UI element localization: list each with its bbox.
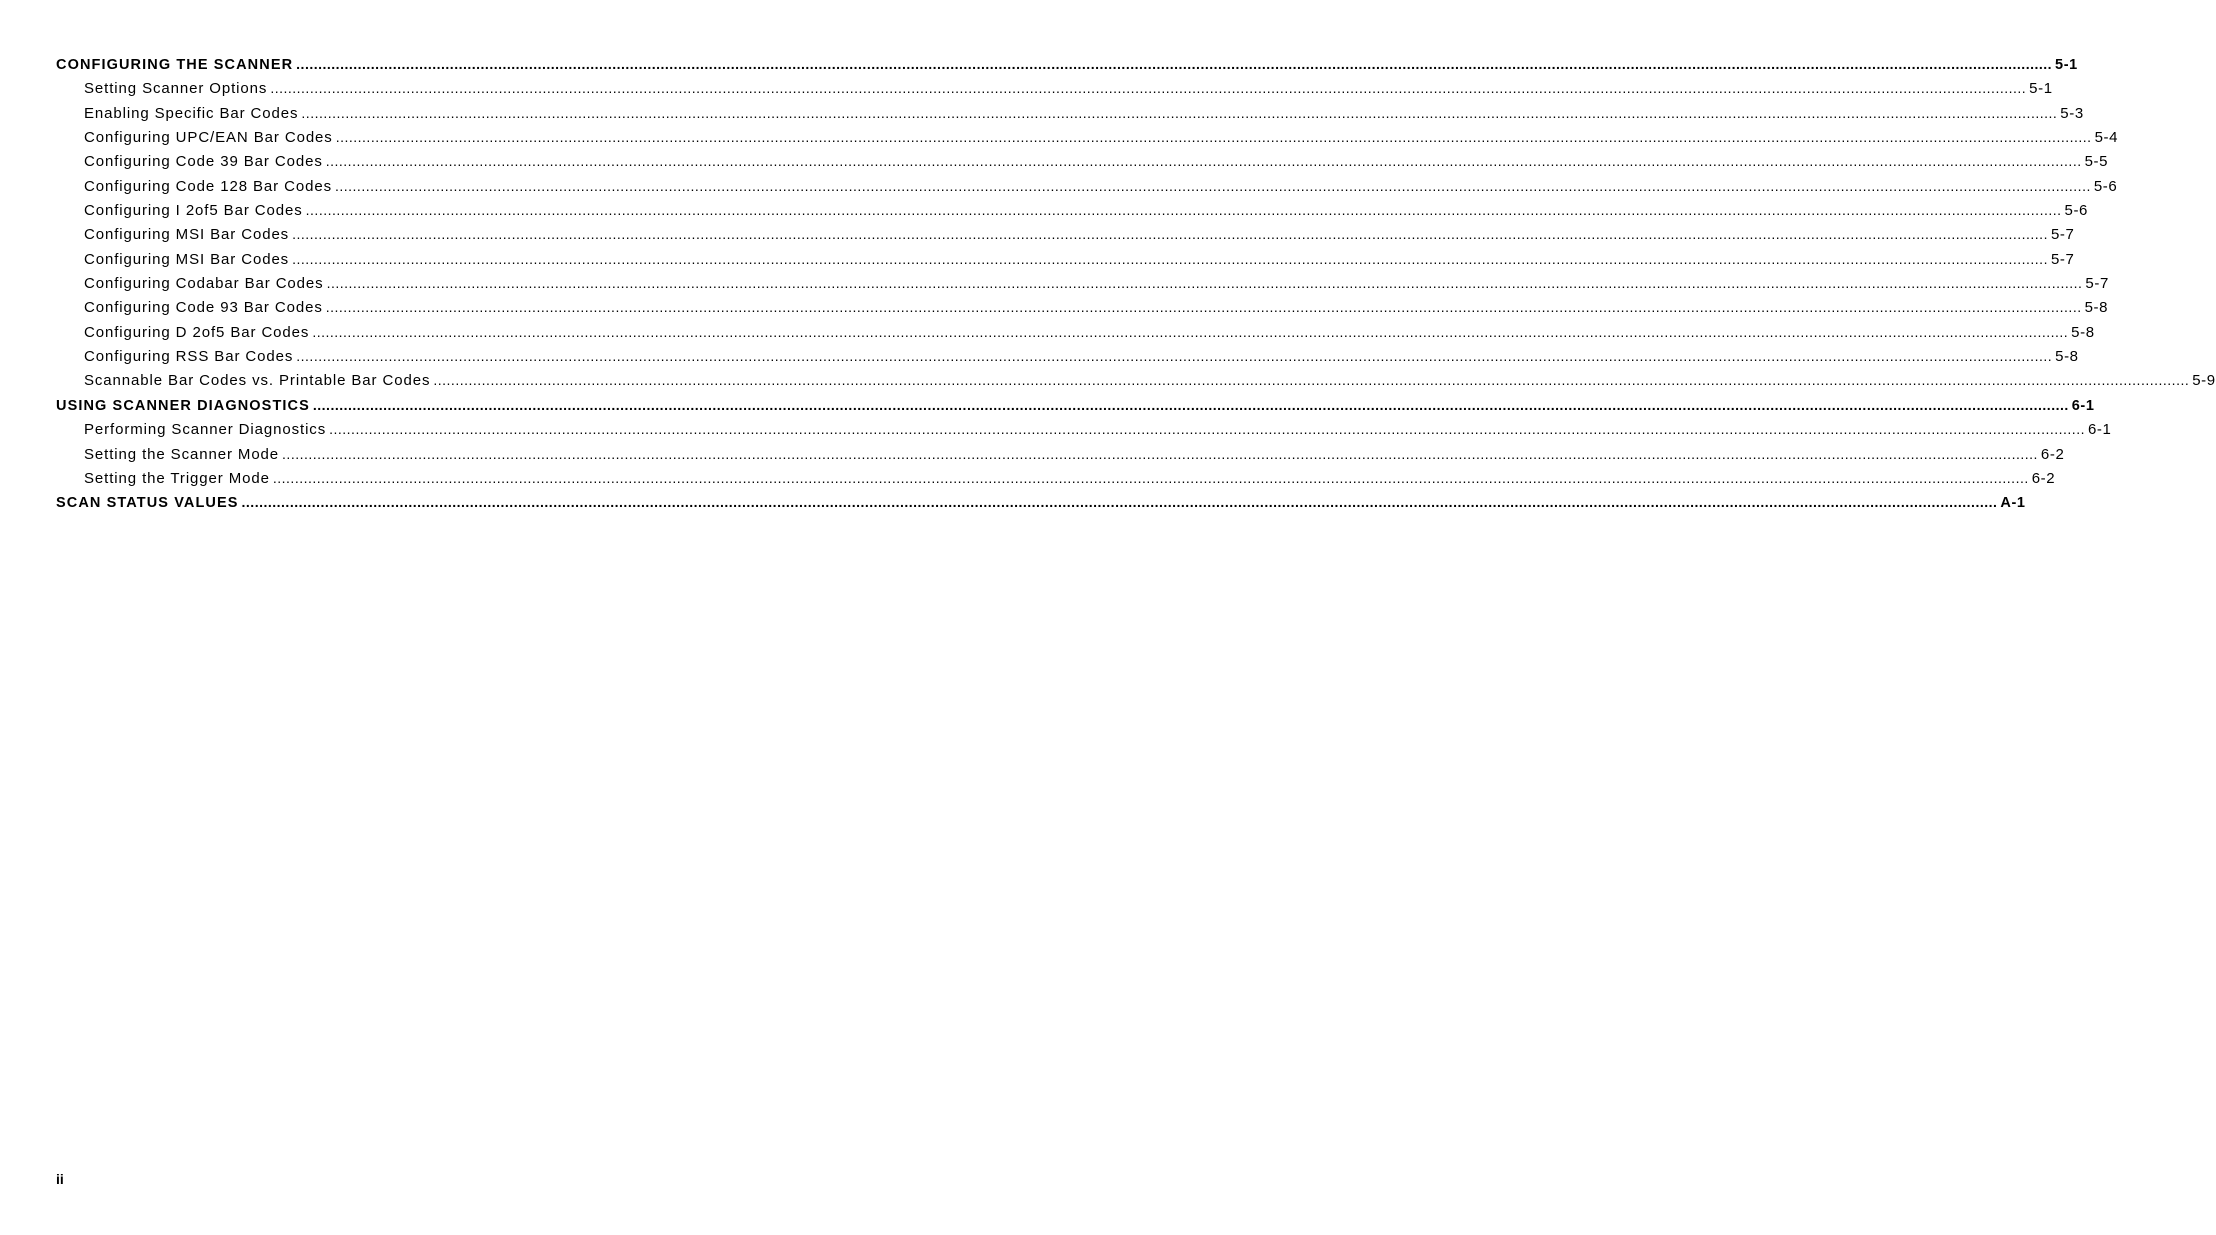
toc-dot-leader: ................................................................................................................................................................................................................................................................................................................................................................................................................ — [305, 202, 2062, 219]
toc-subsection-entry[interactable] — [56, 177, 2118, 202]
table-of-contents — [56, 56, 2216, 519]
toc-dot-leader: ................................................................................................................................................................................................................................................................................................................................................................................................................ — [296, 348, 2053, 365]
toc-entry-page-number: 5-1 — [2055, 57, 2078, 73]
toc-entry-title: Setting the Scanner Mode — [84, 445, 280, 463]
toc-entry-page-number: 5-6 — [2093, 177, 2118, 195]
toc-entry-title: Configuring I 2of5 Bar Codes — [84, 202, 303, 220]
toc-entry-page-number: 5-3 — [2060, 104, 2084, 122]
toc-entry-page-number: 5-6 — [2064, 202, 2088, 220]
toc-dot-leader: ................................................................................................................................................................................................................................................................................................................................................................................................................ — [334, 177, 2091, 194]
toc-entry-title: Configuring Codabar Bar Codes — [84, 275, 324, 293]
toc-subsection-entry[interactable] — [56, 80, 2053, 104]
toc-dot-leader: ................................................................................................................................................................................................................................................................................................................................................................................................................ — [301, 104, 2058, 121]
toc-subsection-entry[interactable] — [56, 226, 2075, 250]
toc-subsection-entry[interactable] — [56, 104, 2084, 129]
toc-subsection-entry[interactable] — [56, 469, 2056, 494]
toc-dot-leader: ................................................................................................................................................................................................................................................................................................................................................................................................................ — [325, 299, 2082, 316]
toc-entry-title: Enabling Specific Bar Codes — [84, 104, 299, 122]
toc-entry-title: Performing Scanner Diagnostics — [84, 421, 327, 439]
toc-subsection-entry[interactable] — [56, 445, 2065, 470]
toc-entry-page-number: 6-1 — [2071, 397, 2095, 414]
toc-entry-title: CONFIGURING THE SCANNER — [56, 57, 294, 73]
toc-subsection-entry[interactable] — [56, 153, 2109, 177]
toc-dot-leader: ................................................................................................................................................................................................................................................................................................................................................................................................................ — [325, 153, 2082, 170]
toc-dot-leader: ................................................................................................................................................................................................................................................................................................................................................................................................................ — [272, 469, 2029, 486]
toc-subsection-entry[interactable] — [56, 275, 2109, 299]
toc-section-entry[interactable] — [56, 56, 2078, 80]
toc-dot-leader: ................................................................................................................................................................................................................................................................................................................................................................................................................ — [292, 226, 2048, 243]
toc-entry-page-number: 5-8 — [2084, 299, 2109, 317]
toc-subsection-entry[interactable] — [56, 250, 2075, 275]
toc-entry-title: Configuring Code 128 Bar Codes — [84, 177, 332, 195]
toc-entry-page-number: 5-4 — [2094, 129, 2119, 147]
toc-entry-title: Scannable Bar Codes vs. Printable Bar Codes — [84, 372, 431, 390]
toc-subsection-entry[interactable] — [56, 323, 2095, 348]
toc-entry-page-number: 6-2 — [2031, 469, 2056, 487]
toc-entry-page-number: 5-8 — [2071, 323, 2095, 341]
toc-dot-leader: ................................................................................................................................................................................................................................................................................................................................................................................................................ — [326, 275, 2083, 292]
toc-entry-page-number: 5-8 — [2055, 348, 2079, 366]
toc-dot-leader: ................................................................................................................................................................................................................................................................................................................................................................................................................ — [270, 80, 2027, 97]
toc-entry-title: Setting Scanner Options — [84, 80, 268, 98]
toc-entry-title: Configuring Code 93 Bar Codes — [84, 299, 323, 317]
toc-dot-leader: ................................................................................................................................................................................................................................................................................................................................................................................................................ — [433, 372, 2190, 389]
toc-dot-leader: ................................................................................................................................................................................................................................................................................................................................................................................................................ — [282, 445, 2038, 462]
toc-section-entry[interactable] — [56, 396, 2095, 421]
toc-entry-title: Configuring UPC/EAN Bar Codes — [84, 129, 333, 147]
toc-entry-title: Configuring Code 39 Bar Codes — [84, 153, 323, 171]
toc-entry-page-number: 6-2 — [2040, 445, 2065, 463]
toc-dot-leader: ................................................................................................................................................................................................................................................................................................................................................................................................................ — [312, 396, 2069, 413]
toc-entry-title: Setting the Trigger Mode — [84, 469, 270, 487]
toc-dot-leader: ................................................................................................................................................................................................................................................................................................................................................................................................................ — [296, 56, 2053, 72]
toc-subsection-entry[interactable] — [56, 348, 2079, 372]
toc-entry-page-number: 5-7 — [2050, 226, 2075, 244]
toc-entry-title: Configuring MSI Bar Codes — [84, 226, 290, 244]
toc-subsection-entry[interactable] — [56, 372, 2216, 396]
toc-entry-page-number: 6-1 — [2087, 421, 2112, 439]
toc-entry-page-number: A-1 — [2000, 495, 2026, 512]
toc-entry-title: Configuring RSS Bar Codes — [84, 348, 294, 366]
toc-subsection-entry[interactable] — [56, 202, 2088, 226]
toc-entry-title: USING SCANNER DIAGNOSTICS — [56, 397, 310, 414]
toc-dot-leader: ................................................................................................................................................................................................................................................................................................................................................................................................................ — [312, 323, 2069, 340]
page-number: ii — [56, 1171, 64, 1187]
toc-entry-title: Configuring MSI Bar Codes — [84, 250, 290, 268]
toc-entry-page-number: 5-9 — [2192, 372, 2216, 390]
toc-subsection-entry[interactable] — [56, 129, 2119, 153]
toc-dot-leader: ................................................................................................................................................................................................................................................................................................................................................................................................................ — [241, 494, 1998, 511]
toc-section-entry[interactable] — [56, 494, 2026, 518]
toc-dot-leader: ................................................................................................................................................................................................................................................................................................................................................................................................................ — [329, 421, 2085, 438]
toc-entry-title: SCAN STATUS VALUES — [56, 495, 239, 512]
toc-entry-page-number: 5-7 — [2050, 250, 2075, 268]
toc-dot-leader: ................................................................................................................................................................................................................................................................................................................................................................................................................ — [335, 129, 2092, 146]
toc-dot-leader: ................................................................................................................................................................................................................................................................................................................................................................................................................ — [292, 250, 2048, 267]
toc-subsection-entry[interactable] — [56, 299, 2109, 323]
toc-subsection-entry[interactable] — [56, 421, 2112, 445]
toc-entry-title: Configuring D 2of5 Bar Codes — [84, 323, 310, 341]
toc-entry-page-number: 5-7 — [2085, 275, 2109, 293]
toc-entry-page-number: 5-5 — [2084, 153, 2109, 171]
toc-entry-page-number: 5-1 — [2029, 80, 2053, 98]
